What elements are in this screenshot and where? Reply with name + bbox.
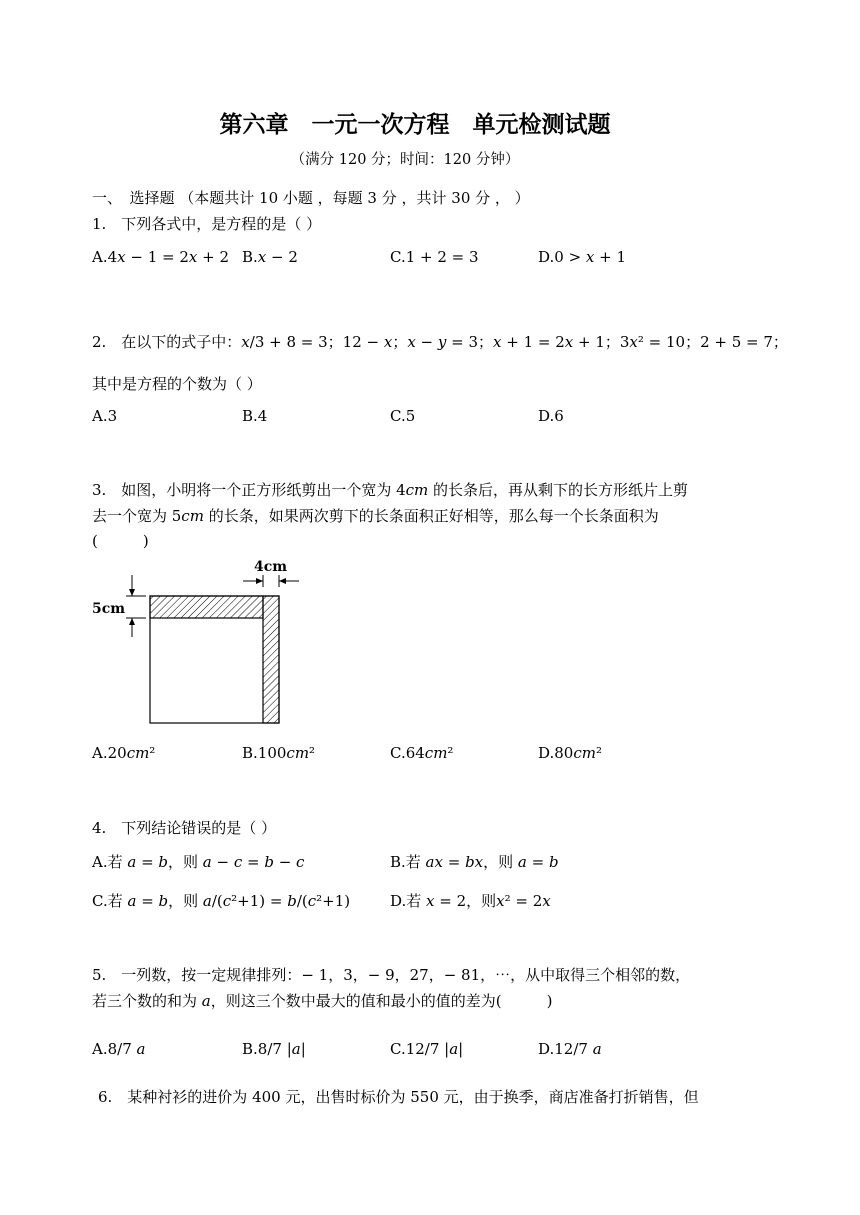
- question-2-stem: 2. 在以下的式子中：𝑥/3 + 8 = 3；12 − 𝑥；𝑥 − 𝑦 = 3；𝑥 + 1 = 2𝑥 + 1；3𝑥² = 10；2 + 5 = 7；: [92, 333, 788, 351]
- q2-option-d: D.6: [538, 407, 564, 425]
- question-3-figure: [88, 555, 308, 730]
- question-3-stem-line3: ( ): [92, 532, 149, 550]
- question-3-stem-line2: 去一个宽为 5𝑐𝑚 的长条，如果两次剪下的长条面积正好相等，那么每一个长条面积为: [92, 507, 659, 525]
- question-3-stem: 3. 如图，小明将一个正方形纸剪出一个宽为 4𝑐𝑚 的长条后，再从剩下的长方形纸片上剪: [92, 481, 689, 499]
- question-1-stem: 1. 下列各式中，是方程的是（ ）: [92, 215, 322, 233]
- q3-option-b: B.100𝑐𝑚²: [242, 744, 316, 762]
- q4-option-b: B.若 𝑎𝑥 = 𝑏𝑥，则 𝑎 = 𝑏: [390, 853, 559, 871]
- question-4-stem: 4. 下列结论错误的是（ ）: [92, 819, 277, 837]
- q5-option-a: A.8/7 𝑎: [92, 1040, 146, 1058]
- q4-option-a: A.若 𝑎 = 𝑏，则 𝑎 − 𝑐 = 𝑏 − 𝑐: [92, 853, 305, 871]
- q2-option-c: C.5: [390, 407, 416, 425]
- label-4cm: 4cm: [254, 559, 288, 575]
- vertical-strip: [263, 596, 279, 723]
- question-6-stem: 6. 某种衬衫的进价为 400 元，出售时标价为 550 元，由于换季，商店准备打折销售，但: [98, 1088, 699, 1106]
- question-5-stem-line2: 若三个数的和为 𝑎，则这三个数中最大的值和最小的值的差为( ): [92, 992, 553, 1010]
- question-5-stem: 5. 一列数，按一定规律排列：− 1，3，− 9，27，− 81，⋯，从中取得三个相邻的数，: [92, 966, 691, 984]
- q2-option-b: B.4: [242, 407, 268, 425]
- q1-option-b: B.𝑥 − 2: [242, 248, 298, 266]
- q3-option-a: A.20𝑐𝑚²: [92, 744, 156, 762]
- q4-option-c: C.若 𝑎 = 𝑏，则 𝑎/(𝑐²+1) = 𝑏/(𝑐²+1): [92, 892, 351, 910]
- q5-option-c: C.12/7 |𝑎|: [390, 1040, 464, 1058]
- label-5cm: 5cm: [92, 601, 126, 617]
- horizontal-strip: [150, 596, 263, 618]
- q3-option-c: C.64𝑐𝑚²: [390, 744, 454, 762]
- q5-option-b: B.8/7 |𝑎|: [242, 1040, 306, 1058]
- q4-option-d: D.若 𝑥 = 2，则𝑥² = 2𝑥: [390, 892, 551, 910]
- question-2-stem-line2: 其中是方程的个数为（ ）: [92, 375, 262, 393]
- page-subtitle: （满分 120 分；时间：120 分钟）: [290, 152, 520, 168]
- q1-option-d: D.0 > 𝑥 + 1: [538, 248, 627, 266]
- q2-option-a: A.3: [92, 407, 118, 425]
- q1-option-c: C.1 + 2 = 3: [390, 248, 479, 266]
- section-heading: 一、 选择题 （本题共计 10 小题 ，每题 3 分 ，共计 30 分 ， ）: [92, 189, 530, 207]
- page-title: 第六章 一元一次方程 单元检测试题: [219, 112, 611, 138]
- q5-option-d: D.12/7 𝑎: [538, 1040, 602, 1058]
- q1-option-a: A.4𝑥 − 1 = 2𝑥 + 2: [92, 248, 230, 266]
- q3-option-d: D.80𝑐𝑚²: [538, 744, 602, 762]
